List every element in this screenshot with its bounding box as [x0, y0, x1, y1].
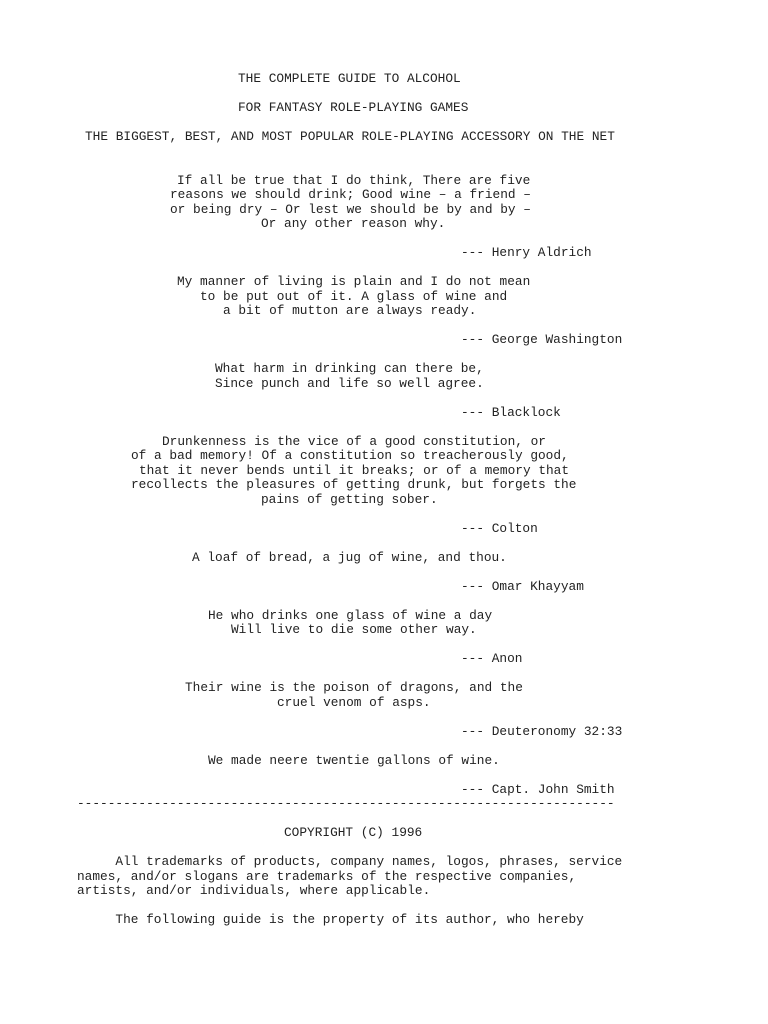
quote-4-line-4: recollects the pleasures of getting drunk, but forgets the	[131, 477, 577, 492]
quote-6-author: --- Anon	[461, 651, 523, 666]
quote-4-line-5: pains of getting sober.	[261, 491, 438, 507]
quote-6-line-2: Will live to die some other way.	[231, 622, 477, 637]
quote-4-line-2: of a bad memory! Of a constitution so treacherously good,	[131, 448, 569, 463]
quote-4-author: --- Colton	[461, 520, 538, 536]
quote-7-author: --- Deuteronomy 32:33	[461, 723, 623, 739]
quote-2-line-1: My manner of living is plain and I do not mean	[177, 274, 531, 289]
quote-4-line-3: that it never bends until it breaks; or of a memory that	[139, 462, 570, 478]
quote-8-line-1: We made neere twentie gallons of wine.	[208, 752, 500, 768]
quote-2-line-2: to be put out of it. A glass of wine and	[200, 288, 508, 304]
document-page	[77, 72, 737, 928]
quote-7-line-2: cruel venom of asps.	[277, 694, 431, 710]
quote-6-line-1: He who drinks one glass of wine a day	[208, 607, 493, 623]
quote-3-line-1: What harm in drinking can there be,	[215, 361, 484, 376]
divider: ----------------------------------------------------------------------	[77, 796, 615, 811]
quote-1-line-1: If all be true that I do think, There are five	[177, 172, 531, 188]
quote-7-line-1: Their wine is the poison of dragons, and the	[185, 680, 523, 695]
title-line-2: FOR FANTASY ROLE-PLAYING GAMES	[238, 100, 469, 115]
quote-5-author: --- Omar Khayyam	[461, 578, 584, 594]
document-text	[77, 72, 737, 928]
paragraph-1-line-1: All trademarks of products, company names, logos, phrases, service	[77, 854, 623, 869]
quote-4-line-1: Drunkenness is the vice of a good constitution, or	[162, 433, 546, 449]
title-line-1: THE COMPLETE GUIDE TO ALCOHOL	[238, 71, 461, 86]
paragraph-2-line-1: The following guide is the property of its author, who hereby	[77, 912, 584, 927]
quote-1-line-4: Or any other reason why.	[261, 216, 446, 231]
quote-8-author: --- Capt. John Smith	[461, 781, 615, 797]
quote-3-line-2: Since punch and life so well agree.	[215, 375, 484, 391]
quote-1-line-2: reasons we should drink; Good wine – a friend –	[170, 187, 531, 202]
paragraph-1-line-3: artists, and/or individuals, where applicable.	[77, 883, 431, 898]
quote-3-author: --- Blacklock	[461, 404, 561, 420]
quote-5-line-1: A loaf of bread, a jug of wine, and thou.	[192, 549, 507, 565]
quote-2-author: --- George Washington	[461, 332, 623, 347]
quote-1-author: --- Henry Aldrich	[461, 245, 592, 260]
paragraph-1-line-2: names, and/or slogans are trademarks of the respective companies,	[77, 868, 577, 884]
tagline: THE BIGGEST, BEST, AND MOST POPULAR ROLE-PLAYING ACCESSORY ON THE NET	[85, 129, 615, 144]
quote-2-line-3: a bit of mutton are always ready.	[223, 303, 477, 318]
quote-1-line-3: or being dry – Or lest we should be by and by –	[170, 201, 531, 217]
copyright: COPYRIGHT (C) 1996	[284, 825, 423, 840]
